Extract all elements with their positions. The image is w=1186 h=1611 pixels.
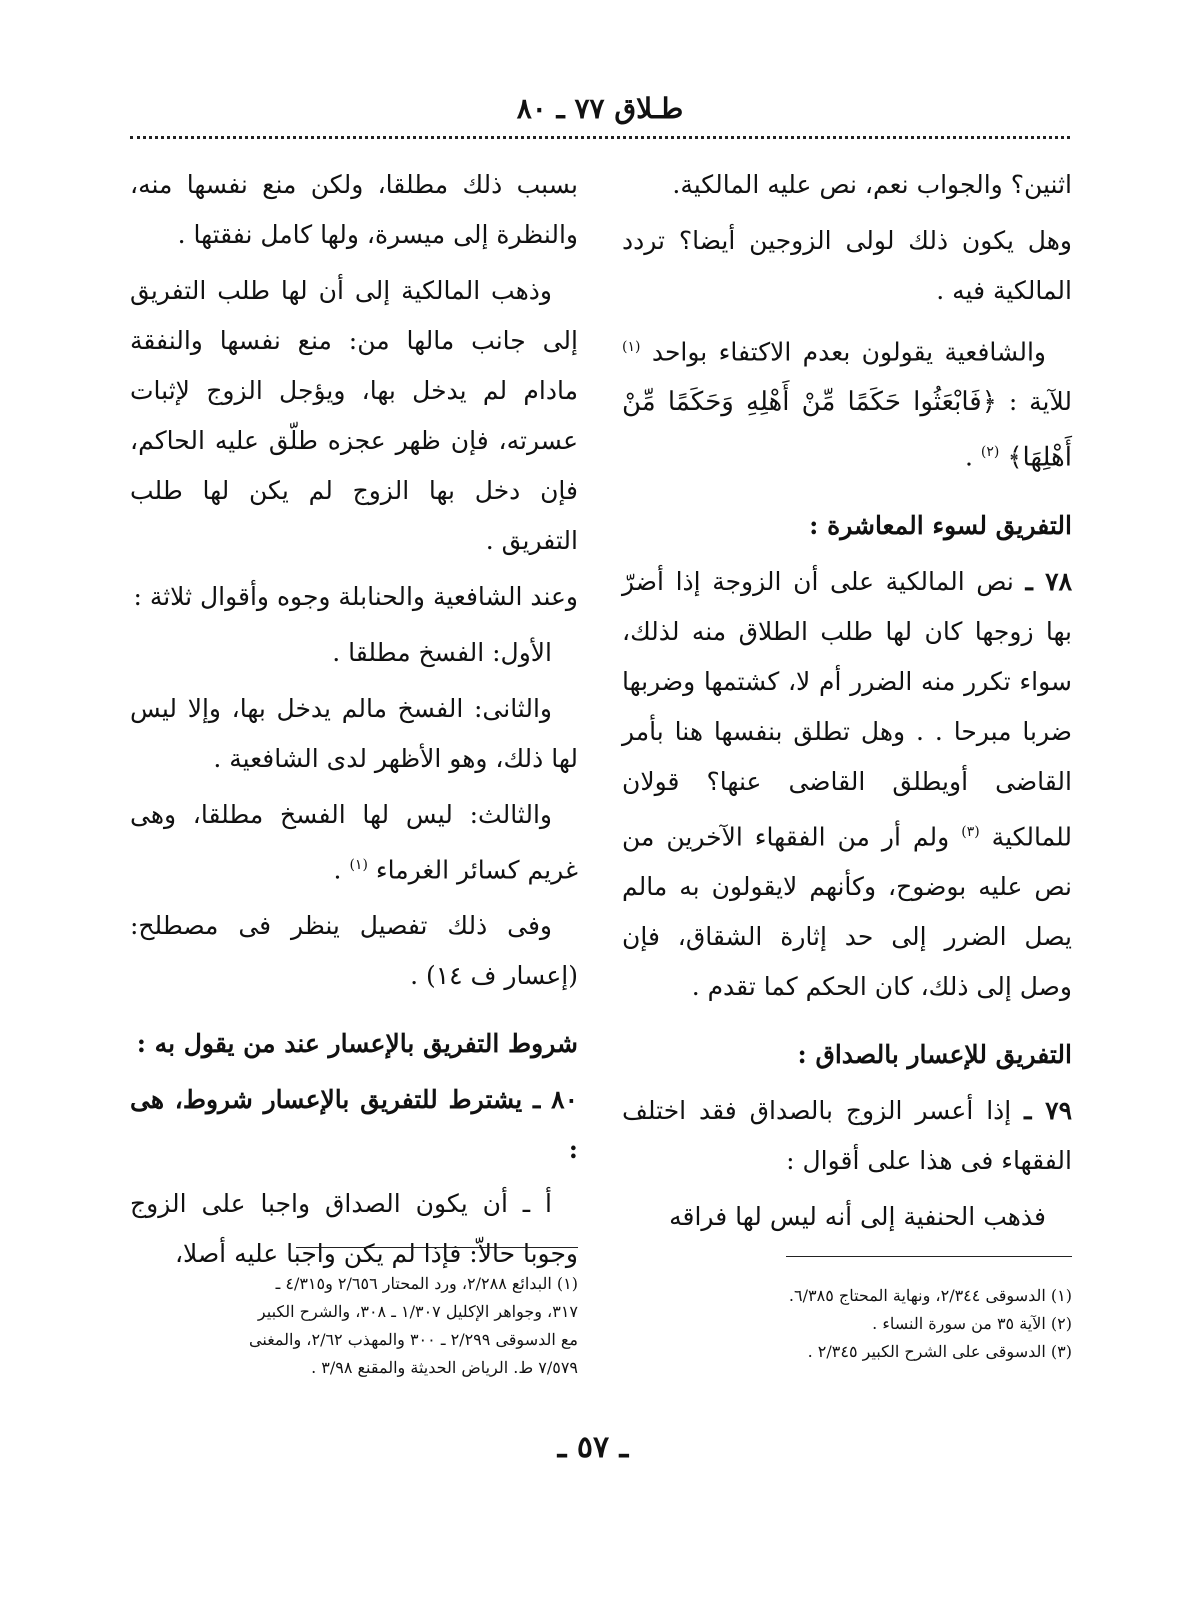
paragraph — [622, 1086, 1072, 1186]
footnote: (١) الدسوقى ٢/٣٤٤، ونهاية المحتاج ٦/٣٨٥. — [788, 1286, 1072, 1305]
footnote-ref[interactable]: (١) — [349, 857, 368, 873]
paragraph — [622, 557, 1072, 1012]
text: للآية : — [1008, 387, 1072, 417]
paragraph: وفى ذلك تفصيل ينظر فى مصطلح: (إعسار ف ١٤) . — [130, 911, 578, 991]
footnotes-left — [130, 1270, 578, 1382]
section-number: ٧٩ ـ — [1024, 1095, 1072, 1125]
text: إذا أعسر الزوج بالصداق فقد اختلف الفقهاء فى هذا على أقوال : — [622, 1095, 1072, 1175]
paragraph: وعند الشافعية والحنابلة وجوه وأقوال ثلاثة : — [133, 582, 578, 611]
footnote: مع الدسوقى ٢/٢٩٩ ـ ٣٠٠ والمهذب ٢/٦٢، والمغنى — [249, 1330, 578, 1349]
footnote: (٢) الآية ٣٥ من سورة النساء . — [872, 1314, 1072, 1333]
text: والثالث: ليس لها الفسخ مطلقا، وهى غريم كسائر الغرماء — [130, 800, 578, 885]
paragraph: وذهب المالكية إلى أن لها طلب التفريق إلى جانب مالها من: منع نفسها والنفقة مادام لم يدخل بها، ويؤجل الزوج لإثبات عسرته، فإن ظهر عجزه طلّق عليه الحاكم، فإن دخل بها الزوج لم يكن لها طلب التفريق . — [130, 276, 578, 555]
paragraph: فذهب الحنفية إلى أنه ليس لها فراقه — [669, 1201, 1046, 1231]
footnote-ref[interactable]: (٣) — [961, 823, 980, 840]
section-number: ٧٨ ـ — [1025, 566, 1072, 596]
paragraph: والثانى: الفسخ مالم يدخل بها، وإلا ليس لها ذلك، وهو الأظهر لدى الشافعية . — [130, 694, 578, 773]
paragraph — [130, 790, 578, 895]
right-column — [622, 160, 1072, 1248]
paragraph: اثنين؟ والجواب نعم، نص عليه المالكية. — [672, 170, 1072, 199]
paragraph — [622, 322, 1072, 483]
footnote-ref[interactable]: (١) — [622, 339, 641, 355]
text: والشافعية يقولون بعدم الاكتفاء بواحد — [651, 337, 1046, 367]
footnote: (١) البدائع ٢/٢٨٨، ورد المحتار ٢/٦٥٦ و٤/٣١٥ ـ — [275, 1274, 578, 1293]
section-heading: التفريق لسوء المعاشرة : — [809, 510, 1072, 540]
quran-verse: ﴿فَابْعَثُوا حَكَمًا مِّنْ أَهْلِهِ وَحَكَمًا مِّنْ أَهْلِهَا﴾ — [622, 387, 1072, 473]
text: . — [333, 855, 342, 885]
paragraph: بسبب ذلك مطلقا، ولكن منع نفسها منه، والنظرة إلى ميسرة، ولها كامل نفقتها . — [130, 170, 578, 249]
paragraph: الأول: الفسخ مطلقا . — [332, 638, 552, 667]
text: ولم أر من الفقهاء الآخرين من نص عليه بوضوح، وكأنهم لايقولون به مالم يصل الضرر إلى حد إثارة الشقاق، فإن وصل إلى ذلك، كان الحكم كما تقدم . — [622, 821, 1072, 1001]
paragraph: وهل يكون ذلك لولى الزوجين أيضا؟ تردد المالكية فيه . — [622, 226, 1072, 305]
header-dotted-rule — [130, 136, 1070, 139]
left-column — [130, 160, 578, 1285]
footnote-separator-right — [786, 1256, 1072, 1257]
footnote: (٣) الدسوقى على الشرح الكبير ٢/٣٤٥ . — [807, 1342, 1072, 1361]
footnote: ٧/٥٧٩ ط. الرياض الحديثة والمقنع ٣/٩٨ . — [311, 1358, 578, 1377]
running-header: طـلاق ٧٧ ـ ٨٠ — [516, 92, 684, 125]
footnote-ref[interactable]: (٢) — [980, 444, 1000, 461]
text: نص المالكية على أن الزوجة إذا أضرّ بها زوجها كان لها طلب الطلاق منه لذلك، سواء تكرر منه الضرر أم لا، كشتمها وضربها ضربا مبرحا . . وهل تطلق بنفسها هنا بأمر القاضى أويطلق القاضى عنها؟ قولان للمالكية — [622, 566, 1073, 851]
section-heading: التفريق للإعسار بالصداق : — [797, 1039, 1072, 1069]
footnote: ٣١٧، وجواهر الإكليل ١/٣٠٧ ـ ٣٠٨، والشرح الكبير — [257, 1302, 578, 1321]
footnotes-right — [622, 1282, 1072, 1366]
page-number: ـ ٥٧ ـ — [557, 1430, 629, 1465]
footnote-separator-left — [296, 1247, 578, 1248]
text: . — [964, 442, 973, 472]
section-heading: شروط التفريق بالإعسار عند من يقول به : — [136, 1029, 578, 1059]
paragraph: أ ـ أن يكون الصداق واجبا على الزوج وجوبا حالاّ: فإذا لم يكن واجبا عليه أصلا، — [130, 1189, 578, 1269]
section-80: ٨٠ ـ يشترط للتفريق بالإعسار شروط، هى : — [130, 1085, 578, 1165]
